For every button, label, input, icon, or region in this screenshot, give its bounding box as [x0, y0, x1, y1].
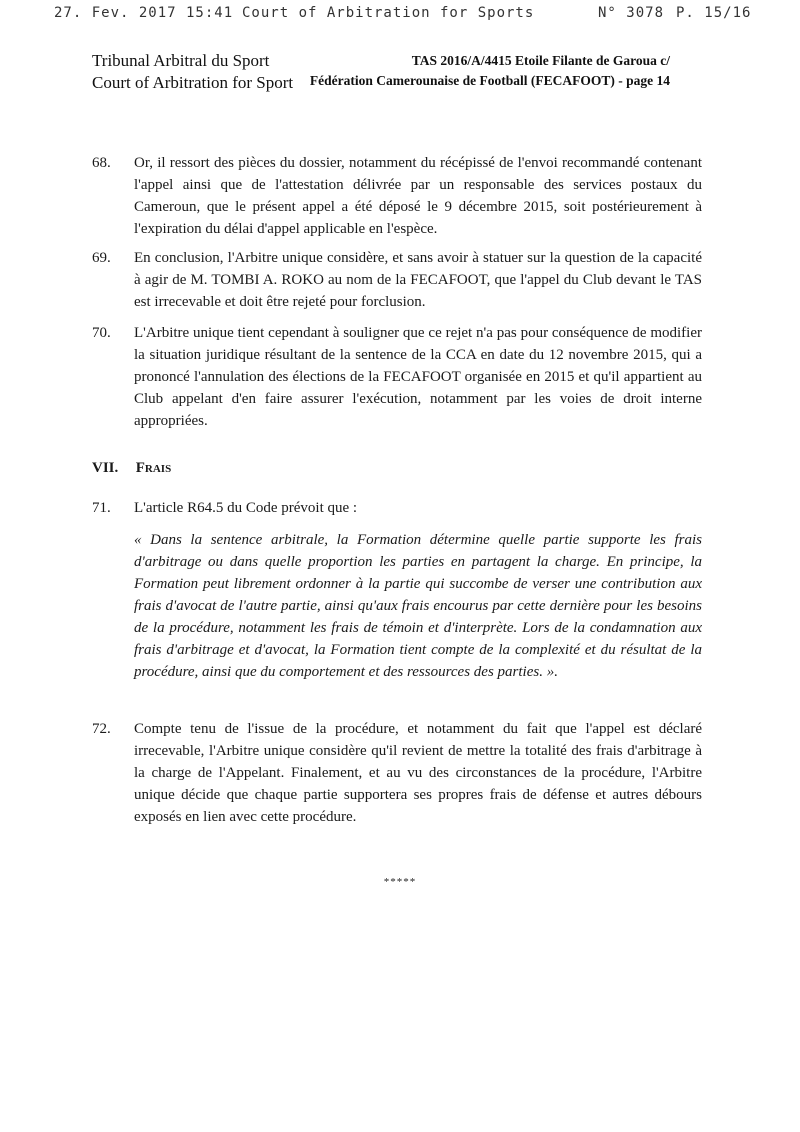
fax-date: 27. Fev. 2017 15:41 — [54, 5, 234, 21]
fax-page: P. 15/16 — [676, 5, 752, 21]
paragraph-number: 71. — [92, 500, 111, 516]
paragraph-72 — [92, 718, 702, 828]
paragraph-number: 72. — [92, 721, 111, 737]
paragraph-70 — [92, 322, 702, 432]
institution-name-en: Court of Arbitration for Sport — [92, 73, 294, 92]
paragraph-text: En conclusion, l'Arbitre unique considère, et sans avoir à statuer sur la question de la capacité à agir de M. TOMBI A. ROKO au nom de la FECAFOOT, que l'appel du Club devant le TAS est irrecevable et doit être rejeté pour forclusion. — [134, 250, 702, 310]
fax-transmission-header — [0, 5, 800, 27]
paragraph-71 — [92, 497, 702, 519]
institution-name-fr: Tribunal Arbitral du Sport — [92, 51, 270, 70]
fax-sender: Court of Arbitration for Sports — [242, 5, 535, 21]
paragraph-text: Compte tenu de l'issue de la procédure, et notamment du fait que l'appel est déclaré irrecevable, l'Arbitre unique considère qu'il revient de mettre la totalité des frais d'arbitrage à la charge de l'Appelant. Finalement, et au vu des circonstances de la procédure, l'Arbitre unique décide que chaque partie supportera ses propres frais de défense et autres débours exposés en lien avec cette procédure. — [134, 721, 702, 825]
case-reference — [290, 51, 670, 91]
paragraph-text: L'article R64.5 du Code prévoit que : — [134, 500, 358, 516]
section-title: Frais — [135, 460, 172, 476]
case-line-1: TAS 2016/A/4415 Etoile Filante de Garoua c/ — [411, 53, 670, 68]
paragraph-text: Or, il ressort des pièces du dossier, notamment du récépissé de l'envoi recommandé contenant l'appel ainsi que de l'attestation délivrée par un responsable des services postaux du Cameroun, que le présent appel a été déposé le 9 décembre 2015, soit postérieurement à l'expiration du délai d'appel applicable en l'espèce. — [134, 155, 702, 237]
paragraph-text: L'Arbitre unique tient cependant à souligner que ce rejet n'a pas pour conséquence de modifier la situation juridique résultant de la sentence de la CCA en date du 12 novembre 2015, qui a prononcé l'annulation des élections de la FECAFOOT organisée en 2015 et qu'il appartient au Club appelant d'en faire assurer l'exécution, notamment par les voies de droit interne appropriées. — [134, 325, 702, 429]
paragraph-68 — [92, 152, 702, 240]
end-mark: ***** — [383, 876, 417, 888]
paragraph-number: 70. — [92, 325, 111, 341]
paragraph-number: 68. — [92, 155, 111, 171]
fax-number: N° 3078 — [598, 5, 665, 21]
section-number: VII. — [92, 460, 119, 476]
section-heading — [92, 460, 171, 477]
institution-header — [92, 50, 293, 94]
paragraph-69 — [92, 247, 702, 313]
block-quote: « Dans la sentence arbitrale, la Formation détermine quelle partie supporte les frais d'arbitrage ou dans quelle proportion les parties en partagent la charge. En principe, la Formation peut librement ordonner à la partie qui succombe de verser une contribution aux frais d'avocat de l'autre partie, ainsi qu'aux frais encourus par cette dernière pour les besoins de la procédure, notamment les frais de témoin et d'interprète. Lors de la condamnation aux frais d'arbitrage et d'avocat, la Formation tient compte de la complexité et du résultat de la procédure, ainsi que du comportement et des ressources des parties. ». — [134, 532, 702, 680]
case-line-2: Fédération Camerounaise de Football (FECAFOOT) - page 14 — [309, 73, 670, 88]
paragraph-number: 69. — [92, 250, 111, 266]
